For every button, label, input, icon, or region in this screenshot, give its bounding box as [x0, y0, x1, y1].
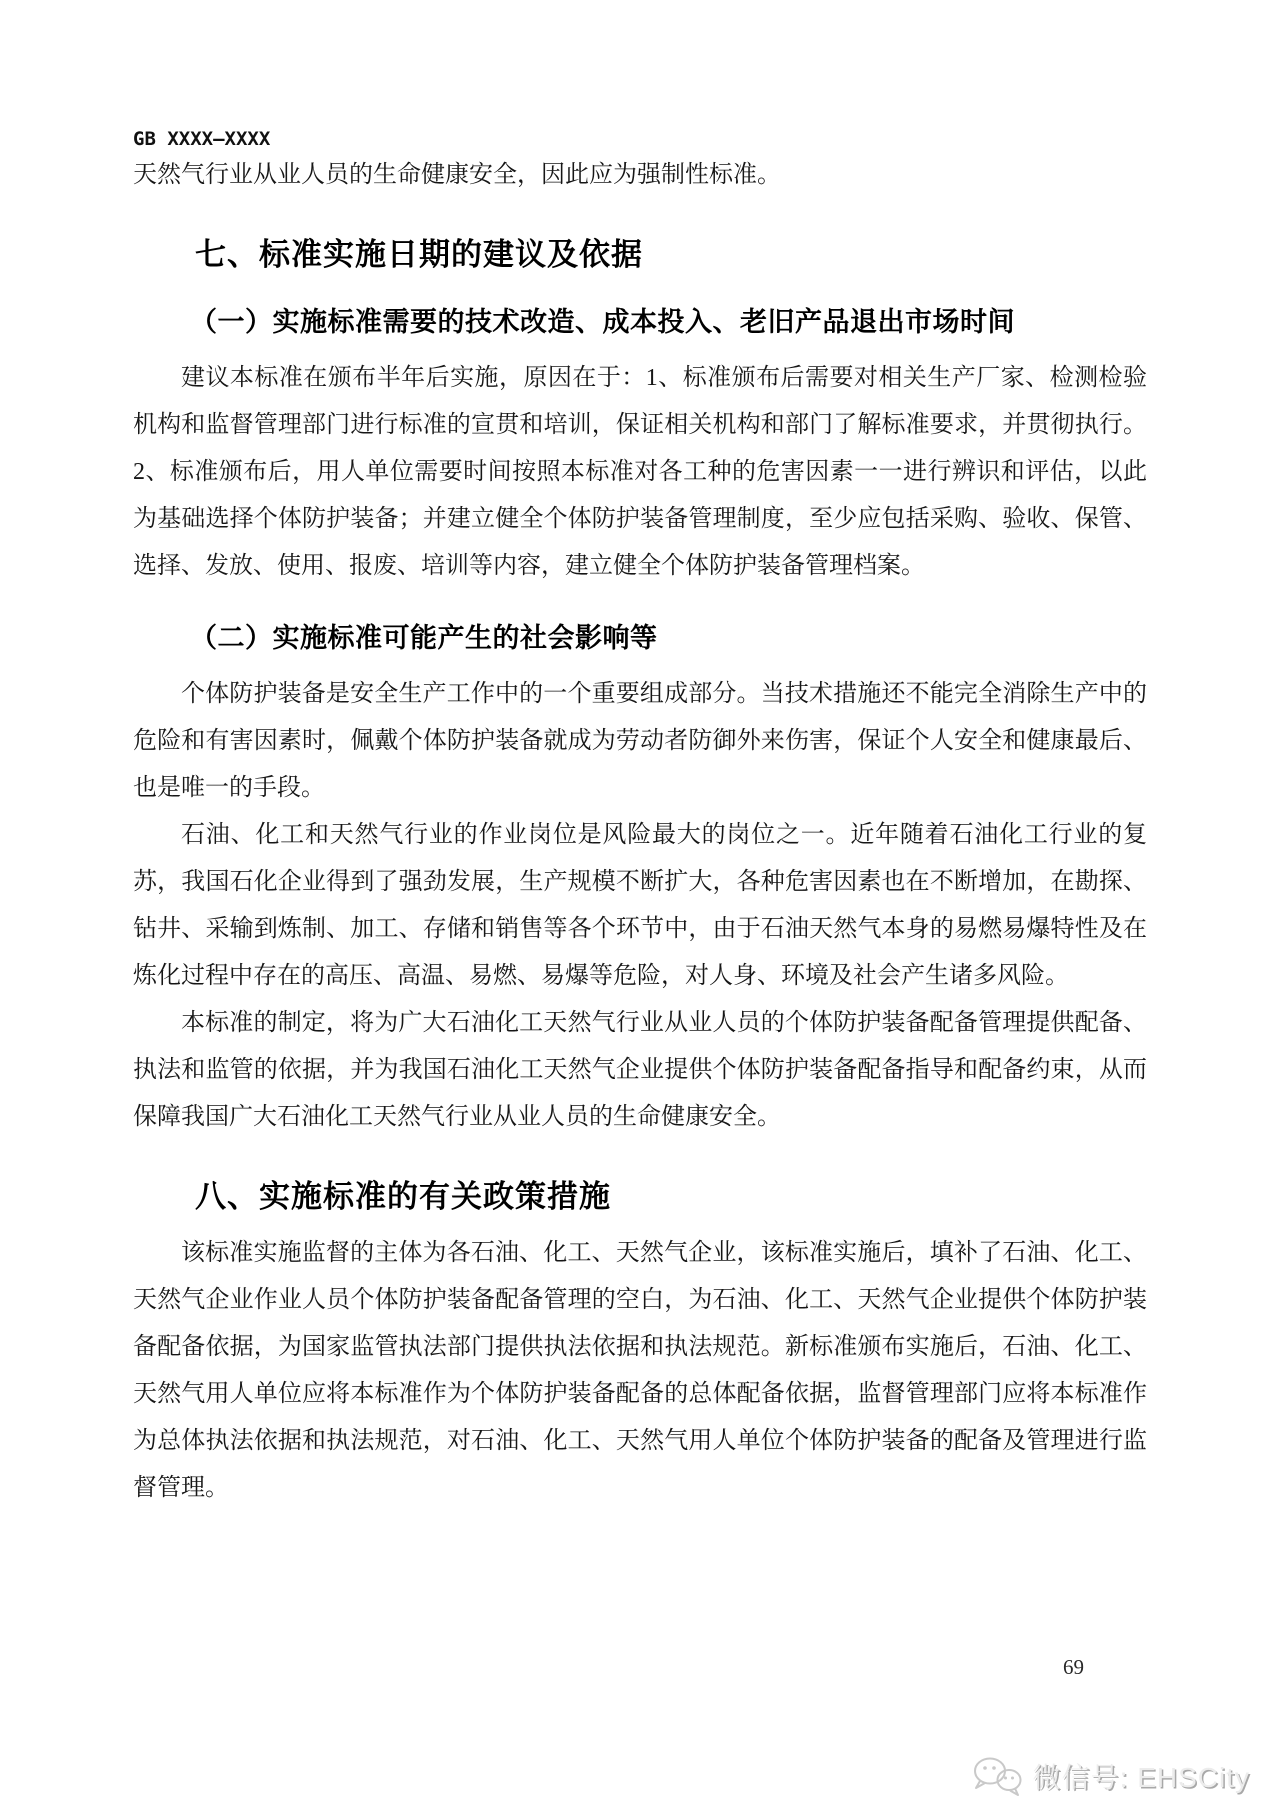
wechat-watermark [971, 1754, 1250, 1798]
page-number: 69 [1063, 1655, 1084, 1679]
standard-code-header: GB XXXX—XXXX [133, 128, 271, 150]
wechat-watermark-label: 微信号: EHSCity [1032, 1762, 1250, 1793]
subsection-heading-two: （二）实施标准可能产生的社会影响等 [190, 623, 658, 653]
section-heading-eight: 八、实施标准的有关政策措施 [195, 1179, 611, 1214]
document-body [133, 0, 1147, 1512]
intro-paragraph: 天然气行业从业人员的生命健康安全，因此应为强制性标准。 [133, 162, 781, 188]
paragraph-implementation-timing: 建议本标准在颁布半年后实施，原因在于：1、标准颁布后需要对相关生产厂家、检测检验机构和监督管理部门进行标准的宣贯和培训，保证相关机构和部门了解标准要求，并贯彻执行。2、标准颁布后，用人单位需要时间按照本标准对各工种的危害因素一一进行辨识和评估，以此为基础选择个体防护装备；并建立健全个体防护装备管理制度，至少应包括采购、验收、保管、选择、发放、使用、报废、培训等内容，建立健全个体防护装备管理档案。 [133, 365, 1147, 579]
subsection-heading-one: （一）实施标准需要的技术改造、成本投入、老旧产品退出市场时间 [190, 307, 1015, 337]
paragraph-ppe-role: 个体防护装备是安全生产工作中的一个重要组成部分。当技术措施还不能完全消除生产中的危险和有害因素时，佩戴个体防护装备就成为劳动者防御外来伤害，保证个人安全和健康最后、也是唯一的手段。 [133, 681, 1147, 801]
paragraph-industry-risk: 石油、化工和天然气行业的作业岗位是风险最大的岗位之一。近年随着石油化工行业的复苏，我国石化企业得到了强劲发展，生产规模不断扩大，各种危害因素也在不断增加，在勘探、钻井、采输到炼制、加工、存储和销售等各个环节中，由于石油天然气本身的易燃易爆特性及在炼化过程中存在的高压、高温、易燃、易爆等危险，对人身、环境及社会产生诸多风险。 [133, 822, 1147, 989]
section-heading-seven: 七、标准实施日期的建议及依据 [195, 237, 643, 272]
paragraph-standard-benefit: 本标准的制定，将为广大石油化工天然气行业从业人员的个体防护装备配备管理提供配备、执法和监管的依据，并为我国石油化工天然气企业提供个体防护装备配备指导和配备约束，从而保障我国广大石油化工天然气行业从业人员的生命健康安全。 [133, 1010, 1147, 1130]
wechat-icon [971, 1754, 1023, 1798]
paragraph-policy-measures: 该标准实施监督的主体为各石油、化工、天然气企业，该标准实施后，填补了石油、化工、天然气企业作业人员个体防护装备配备管理的空白，为石油、化工、天然气企业提供个体防护装备配备依据，为国家监管执法部门提供执法依据和执法规范。新标准颁布实施后，石油、化工、天然气用人单位应将本标准作为个体防护装备配备的总体配备依据，监督管理部门应将本标准作为总体执法依据和执法规范，对石油、化工、天然气用人单位个体防护装备的配备及管理进行监督管理。 [133, 1240, 1147, 1501]
